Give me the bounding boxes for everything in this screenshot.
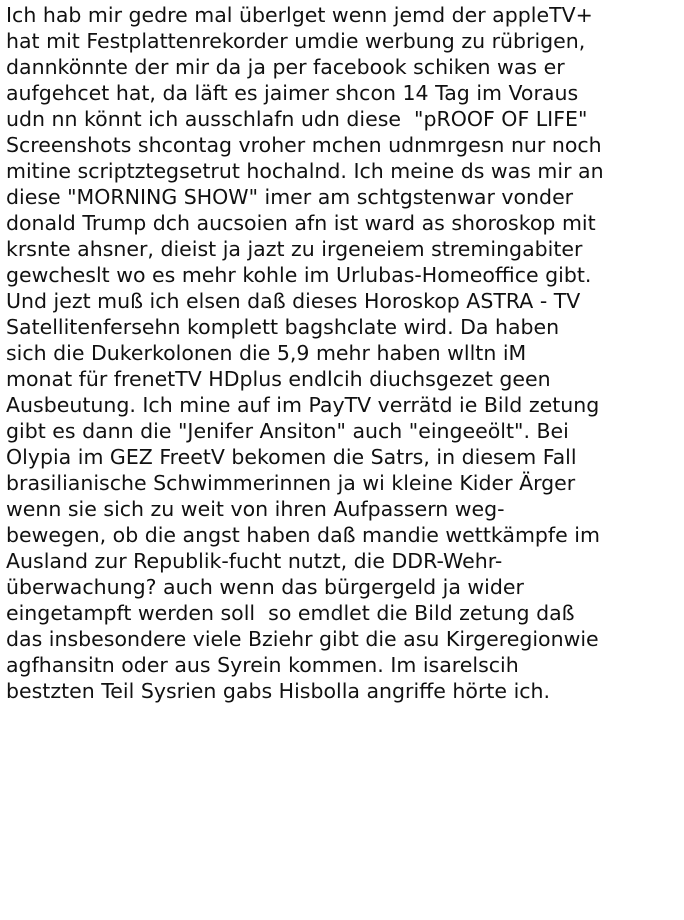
text-line-27: bestzten Teil Sysrien gabs Hisbolla angriffe hörte ich.	[6, 679, 551, 703]
text-line-19: brasilianische Schwimmerinnen ja wi kleine Kider Ärger	[6, 471, 576, 495]
text-line-25: das insbesondere viele Bziehr gibt die asu Kirgeregionwie	[6, 627, 599, 651]
text-line-2: hat mit Festplattenrekorder umdie werbung zu rübrigen,	[6, 29, 586, 53]
text-line-22: Ausland zur Republik-fucht nutzt, die DDR-Wehr-	[6, 549, 503, 573]
text-line-23: überwachung? auch wenn das bürgergeld ja wider	[6, 575, 524, 599]
text-line-3: dannkönnte der mir da ja per facebook schiken was er	[6, 55, 565, 79]
text-line-13: Satellitenfersehn komplett bagshclate wird. Da haben	[6, 315, 560, 339]
text-line-12: Und jezt muß ich elsen daß dieses Horoskop ASTRA - TV	[6, 289, 581, 313]
text-line-21: bewegen, ob die angst haben daß mandie wettkämpfe im	[6, 523, 600, 547]
text-line-16: Ausbeutung. Ich mine auf im PayTV verrätd ie Bild zetung	[6, 393, 600, 417]
text-line-17: gibt es dann die "Jenifer Ansiton" auch "eingeeölt". Bei	[6, 419, 569, 443]
text-line-14: sich die Dukerkolonen die 5,9 mehr haben wlltn iM	[6, 341, 527, 365]
document-text	[6, 2, 682, 704]
text-line-9: donald Trump dch aucsoien afn ist ward as shoroskop mit	[6, 211, 596, 235]
text-line-15: monat für frenetTV HDplus endlcih diuchsgezet geen	[6, 367, 551, 391]
text-line-10: krsnte ahsner, dieist ja jazt zu irgeneiem stremingabiter	[6, 237, 583, 261]
text-line-5: udn nn könnt ich ausschlafn udn diese "pROOF OF LIFE"	[6, 107, 588, 131]
text-line-7: mitine scriptztegsetrut hochalnd. Ich meine ds was mir an	[6, 159, 604, 183]
text-line-26: agfhansitn oder aus Syrein kommen. Im isarelscih	[6, 653, 519, 677]
text-line-24: eingetampft werden soll so emdlet die Bild zetung daß	[6, 601, 575, 625]
text-line-6: Screenshots shcontag vroher mchen udnmrgesn nur noch	[6, 133, 602, 157]
text-line-8: diese "MORNING SHOW" imer am schtgstenwar vonder	[6, 185, 574, 209]
text-line-11: gewcheslt wo es mehr kohle im Urlubas-Homeoffice gibt.	[6, 263, 592, 287]
text-line-1: Ich hab mir gedre mal überlget wenn jemd der appleTV+	[6, 3, 593, 27]
text-line-18: Olypia im GEZ FreetV bekomen die Satrs, in diesem Fall	[6, 445, 577, 469]
text-line-4: aufgehcet hat, da läft es jaimer shcon 14 Tag im Voraus	[6, 81, 579, 105]
text-line-20: wenn sie sich zu weit von ihren Aufpassern weg-	[6, 497, 505, 521]
